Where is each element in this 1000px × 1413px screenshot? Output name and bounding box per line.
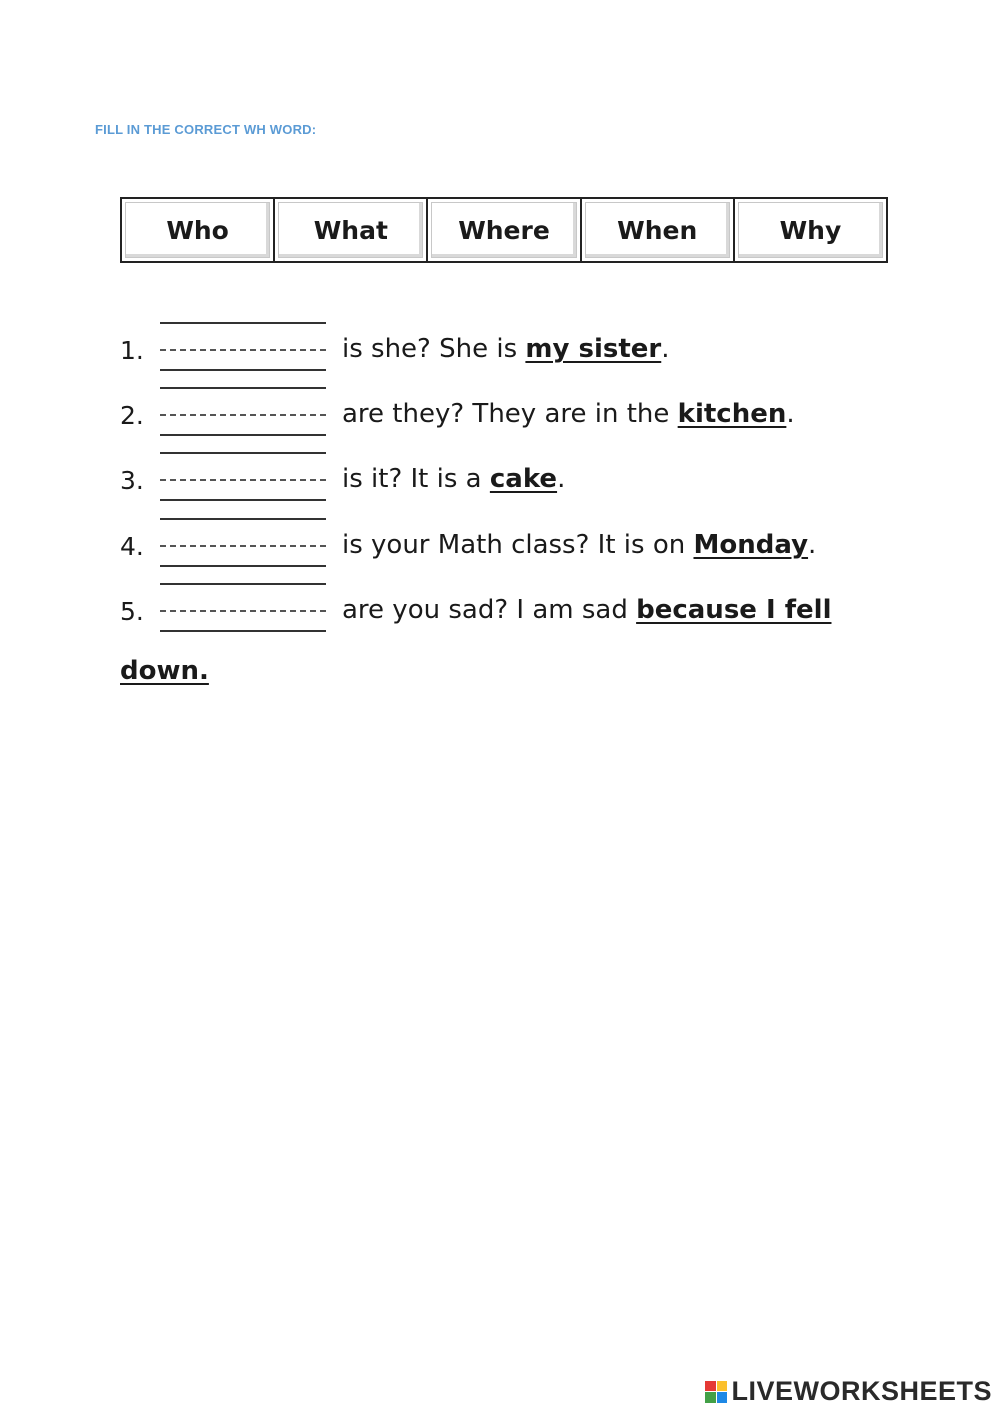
question-text: are you sad? I am sad because I fell bbox=[342, 595, 832, 625]
word-bank-cell bbox=[735, 199, 886, 261]
word-bank-cell bbox=[122, 199, 275, 261]
question-number: 3. bbox=[120, 466, 144, 495]
question-number: 2. bbox=[120, 401, 144, 430]
underlined-answer: because I fell bbox=[636, 595, 832, 625]
answer-blank-2[interactable] bbox=[160, 383, 326, 449]
question-3 bbox=[120, 448, 940, 514]
word-where: Where bbox=[431, 202, 576, 258]
question-text: are they? They are in the kitchen. bbox=[342, 399, 795, 429]
word-why: Why bbox=[738, 202, 883, 258]
word-bank-cell bbox=[275, 199, 428, 261]
worksheet-title: FILL IN THE CORRECT WH WORD: bbox=[95, 122, 317, 137]
underlined-answer: my sister bbox=[525, 334, 662, 364]
liveworksheets-logo-icon bbox=[705, 1381, 727, 1403]
question-text: is it? It is a cake. bbox=[342, 464, 566, 494]
word-bank-cell bbox=[582, 199, 735, 261]
question-1 bbox=[120, 318, 940, 384]
answer-blank-4[interactable] bbox=[160, 514, 326, 580]
question-number: 4. bbox=[120, 532, 144, 561]
question-text: is your Math class? It is on Monday. bbox=[342, 530, 817, 560]
word-bank bbox=[120, 197, 888, 263]
question-2 bbox=[120, 383, 940, 449]
question-number: 1. bbox=[120, 336, 144, 365]
word-when: When bbox=[585, 202, 730, 258]
question-text: is she? She is my sister. bbox=[342, 334, 670, 364]
question-5 bbox=[120, 579, 940, 645]
liveworksheets-logo bbox=[705, 1376, 992, 1407]
word-who: Who bbox=[125, 202, 270, 258]
word-what: What bbox=[278, 202, 423, 258]
underlined-answer: Monday bbox=[693, 530, 809, 560]
answer-blank-5[interactable] bbox=[160, 579, 326, 645]
question-5-continuation: down. bbox=[120, 656, 209, 686]
liveworksheets-brand: LIVEWORKSHEETS bbox=[731, 1376, 992, 1406]
underlined-answer: cake bbox=[489, 464, 558, 494]
answer-blank-1[interactable] bbox=[160, 318, 326, 384]
question-number: 5. bbox=[120, 597, 144, 626]
question-4 bbox=[120, 514, 940, 580]
underlined-answer: kitchen bbox=[677, 399, 787, 429]
answer-blank-3[interactable] bbox=[160, 448, 326, 514]
word-bank-cell bbox=[428, 199, 581, 261]
